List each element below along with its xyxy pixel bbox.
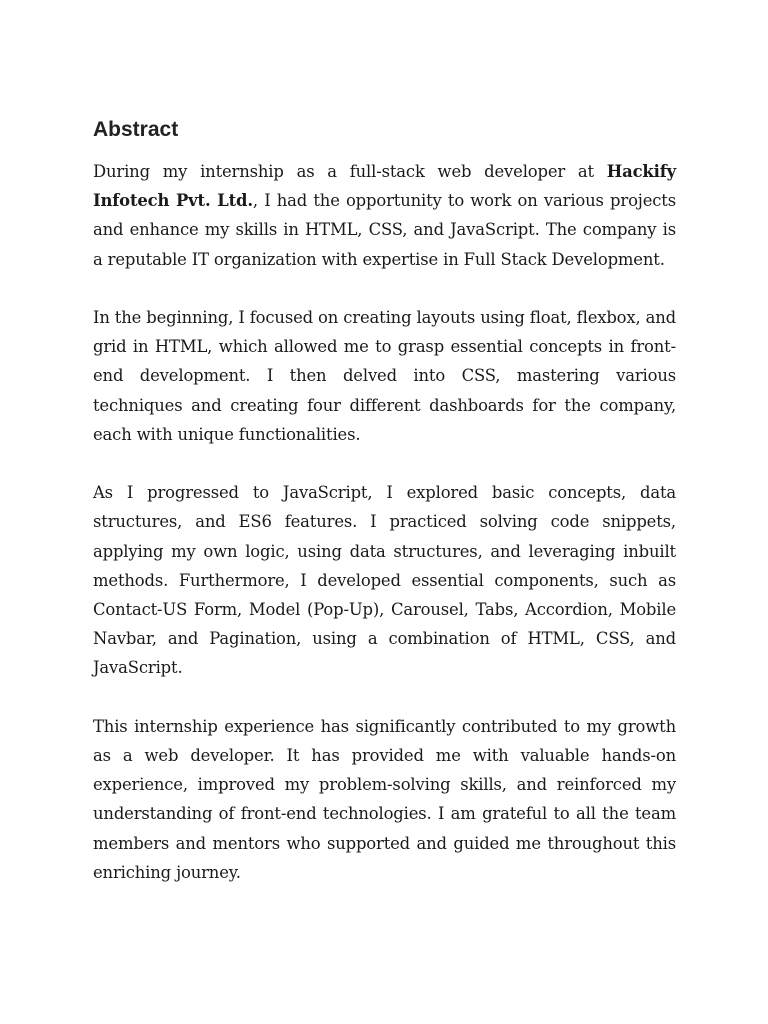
paragraph-intro bbox=[93, 157, 676, 274]
company-name: Hackify Infotech Pvt. Ltd. bbox=[93, 162, 676, 211]
paragraph-intro-end: , I had the opportunity to work on various projects and enhance my skills in HTML, CSS, and JavaScript. The company is a reputable IT organization with expertise in Full Stack Development. bbox=[93, 191, 676, 269]
paragraph-intro-start: During my internship as a full-stack web developer at bbox=[93, 162, 607, 181]
paragraph-javascript: As I progressed to JavaScript, I explored basic concepts, data structures, and ES6 features. I practiced solving code snippets, applying my own logic, using data structures, and leveraging inbuilt methods. Furthermore, I developed essential components, such as Contact-US Form, Model (Pop-Up), Carousel, Tabs, Accordion, Mobile Navbar, and Pagination, using a combination of HTML, CSS, and JavaScript. bbox=[93, 483, 676, 678]
document-page bbox=[93, 116, 676, 916]
paragraph-html-css: In the beginning, I focused on creating layouts using float, flexbox, and grid in HTML, which allowed me to grasp essential concepts in front-end development. I then delved into CSS, mastering various techniques and creating four different dashboards for the company, each with unique functionalities. bbox=[93, 308, 676, 444]
paragraph-conclusion: This internship experience has significantly contributed to my growth as a web developer. It has provided me with valuable hands-on experience, improved my problem-solving skills, and reinforced my understanding of front-end technologies. I am grateful to all the team members and mentors who supported and guided me throughout this enriching journey. bbox=[93, 716, 676, 882]
abstract-heading: Abstract bbox=[93, 118, 179, 141]
